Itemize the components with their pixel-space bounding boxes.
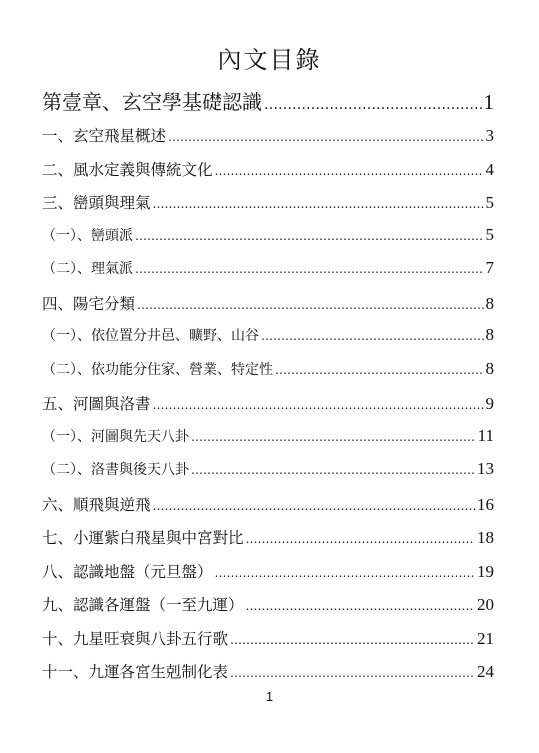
toc-entry-page: 18 <box>477 528 494 547</box>
toc-entry-label: 四、陽宅分類 <box>42 294 136 313</box>
toc-entry-label: 五、河圖與洛書 <box>42 395 151 413</box>
toc-entry-page: 11 <box>477 425 494 445</box>
toc-entry[interactable] <box>42 191 494 225</box>
toc-entry-page: 9 <box>485 394 494 413</box>
dot-leader <box>215 566 475 580</box>
toc-entry-page: 5 <box>485 193 494 212</box>
toc-entry-label: 十一、九運各宮生剋制化表 <box>42 663 229 681</box>
toc-entry-label: 六、順飛與逆飛 <box>42 495 151 514</box>
toc-entry-page: 8 <box>485 293 494 313</box>
toc-subentry[interactable] <box>42 359 494 393</box>
toc-entry-page: 13 <box>477 459 494 478</box>
toc-entry-label: （二）、理氣派 <box>42 261 133 277</box>
page-title: 內文目錄 <box>217 46 322 74</box>
dot-leader <box>264 97 482 113</box>
dot-leader <box>137 298 483 312</box>
toc-entry-label: 九、認識各運盤（一至九運） <box>42 596 244 614</box>
toc-entry-page: 19 <box>477 561 494 581</box>
toc-entry-page: 20 <box>477 595 494 614</box>
dot-leader <box>261 329 484 343</box>
toc-subentry[interactable] <box>42 459 494 493</box>
toc-entry-label: （二）、依功能分住家、營業、特定性 <box>42 361 273 378</box>
dot-leader <box>246 532 475 546</box>
dot-leader <box>275 363 484 377</box>
dot-leader <box>191 430 476 444</box>
dot-leader <box>135 262 484 276</box>
toc-entry-label: 八、認識地盤（元旦盤） <box>42 562 213 581</box>
toc-entry-page: 8 <box>485 358 494 378</box>
toc-entry[interactable] <box>42 392 494 426</box>
toc-entry[interactable] <box>42 526 494 560</box>
toc-subentry[interactable] <box>42 426 494 460</box>
toc-entry-page: 8 <box>485 325 494 344</box>
toc-subentry[interactable] <box>42 325 494 359</box>
toc-entry-label: 第壹章、玄空學基礎認識 <box>42 90 262 114</box>
toc-entry-page: 16 <box>477 494 494 514</box>
toc-entry-page: 7 <box>485 258 494 277</box>
dot-leader <box>191 463 475 477</box>
footer-page-number: 1 <box>265 689 274 704</box>
toc-entry-page: 1 <box>483 90 494 114</box>
dot-leader <box>153 499 475 513</box>
toc-entry-chapter-1[interactable] <box>42 86 494 124</box>
toc-entry-page: 4 <box>485 159 494 179</box>
toc-entry[interactable] <box>42 124 494 158</box>
toc-subentry[interactable] <box>42 258 494 292</box>
toc-entry-label: 一、玄空飛星概述 <box>42 127 167 145</box>
toc-subentry[interactable] <box>42 225 494 259</box>
toc-entry-page: 24 <box>477 662 494 681</box>
toc-entry[interactable] <box>42 158 494 192</box>
toc-entry-label: 三、巒頭與理氣 <box>42 194 151 212</box>
toc-entry[interactable] <box>42 593 494 627</box>
dot-leader <box>230 666 475 680</box>
dot-leader <box>215 164 484 178</box>
toc-entry[interactable] <box>42 560 494 594</box>
toc-entry-label: （一）、依位置分井邑、曠野、山谷 <box>42 328 259 344</box>
toc-entry-label: （一）、河圖與先天八卦 <box>42 428 189 445</box>
dot-leader <box>246 599 475 613</box>
table-of-contents <box>42 86 494 694</box>
dot-leader <box>168 130 483 144</box>
toc-entry-label: 七、小運紫白飛星與中宮對比 <box>42 529 244 547</box>
toc-entry-page: 5 <box>485 224 494 244</box>
dot-leader <box>135 229 484 243</box>
toc-entry-label: （二）、洛書與後天八卦 <box>42 462 189 478</box>
toc-entry-label: 十、九星旺衰與八卦五行歌 <box>42 629 229 648</box>
toc-entry-label: 二、風水定義與傳統文化 <box>42 160 213 179</box>
toc-entry[interactable] <box>42 493 494 527</box>
toc-entry-label: （一）、巒頭派 <box>42 227 133 244</box>
dot-leader <box>230 633 475 647</box>
toc-entry[interactable] <box>42 627 494 661</box>
toc-entry-page: 3 <box>485 126 494 145</box>
dot-leader <box>153 398 484 412</box>
toc-entry[interactable] <box>42 292 494 326</box>
dot-leader <box>153 197 484 211</box>
toc-entry-page: 21 <box>477 628 494 648</box>
